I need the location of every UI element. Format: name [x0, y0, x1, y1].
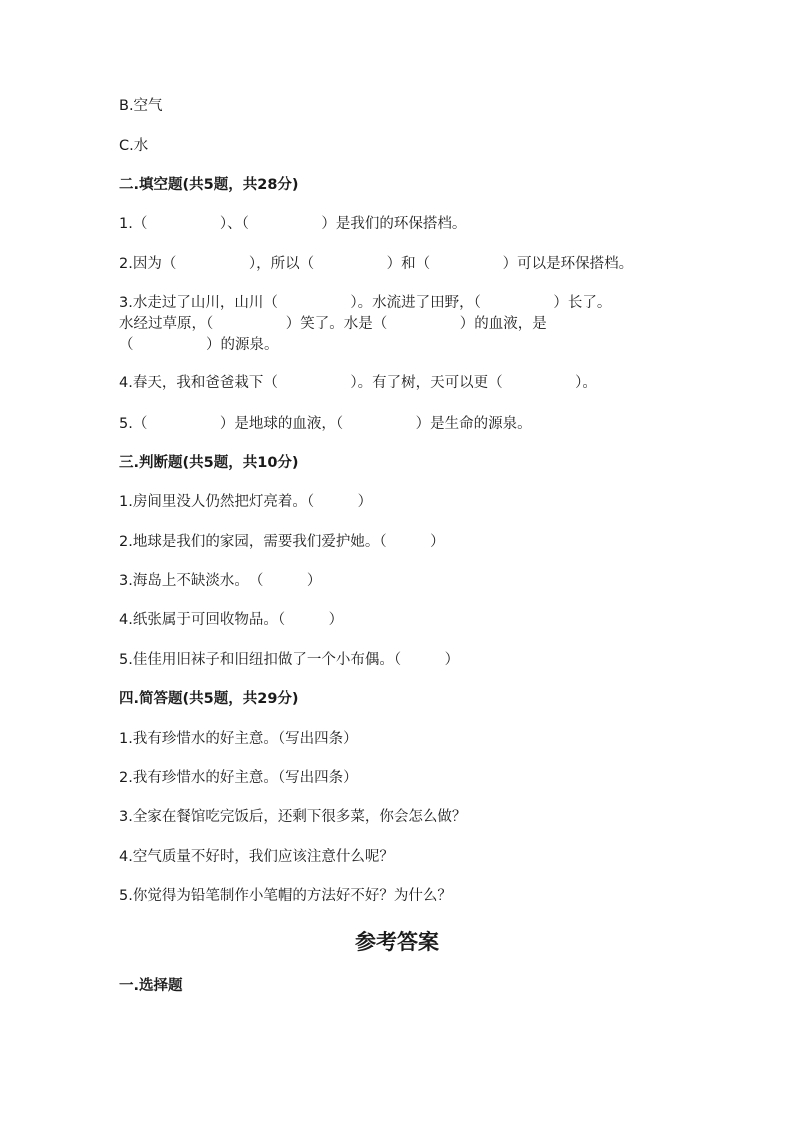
- fill-blank-question-3-line-1: 3.水走过了山川，山川（ ）。水流进了田野，（ ）长了。: [119, 295, 612, 311]
- true-false-question-3: 3.海岛上不缺淡水。 （ ）: [119, 573, 322, 589]
- fill-blank-question-5: 5.（ ）是地球的血液，（ ）是生命的源泉。: [119, 416, 532, 432]
- fill-blank-question-4: 4.春天，我和爸爸栽下（ ）。有了树，天可以更（ ）。: [119, 375, 597, 391]
- answer-section-heading-choice: 一.选择题: [119, 978, 183, 994]
- option-c: C.水: [119, 138, 149, 154]
- short-answer-question-1: 1.我有珍惜水的好主意。（写出四条）: [119, 731, 358, 747]
- option-b: B.空气: [119, 98, 163, 114]
- true-false-question-5: 5.佳佳用旧袜子和旧纽扣做了一个小布偶。（ ）: [119, 652, 460, 668]
- true-false-question-4: 4.纸张属于可回收物品。（ ）: [119, 612, 344, 628]
- section-heading-true-false: 三.判断题(共5题，共10分): [119, 455, 299, 471]
- short-answer-question-5: 5.你觉得为铅笔制作小笔帽的方法好不好？为什么？: [119, 888, 452, 904]
- section-heading-fill-blank: 二.填空题(共5题，共28分): [119, 177, 299, 193]
- true-false-question-1: 1.房间里没人仍然把灯亮着。（ ）: [119, 494, 373, 510]
- true-false-question-2: 2.地球是我们的家园，需要我们爱护她。（ ）: [119, 534, 445, 550]
- short-answer-question-2: 2.我有珍惜水的好主意。（写出四条）: [119, 770, 358, 786]
- answer-key-title: 参考答案: [355, 929, 439, 954]
- short-answer-question-3: 3.全家在餐馆吃完饭后，还剩下很多菜，你会怎么做？: [119, 809, 467, 825]
- fill-blank-question-2: 2.因为（ ），所以（ ）和（ ）可以是环保搭档。: [119, 256, 634, 272]
- fill-blank-question-3-line-3: （ ）的源泉。: [119, 337, 279, 353]
- section-heading-short-answer: 四.简答题(共5题，共29分): [119, 691, 299, 707]
- fill-blank-question-3-line-2: 水经过草原，（ ）笑了。水是（ ）的血液，是: [119, 316, 547, 332]
- fill-blank-question-1: 1.（ ）、（ ）是我们的环保搭档。: [119, 216, 467, 232]
- short-answer-question-4: 4.空气质量不好时，我们应该注意什么呢？: [119, 849, 394, 865]
